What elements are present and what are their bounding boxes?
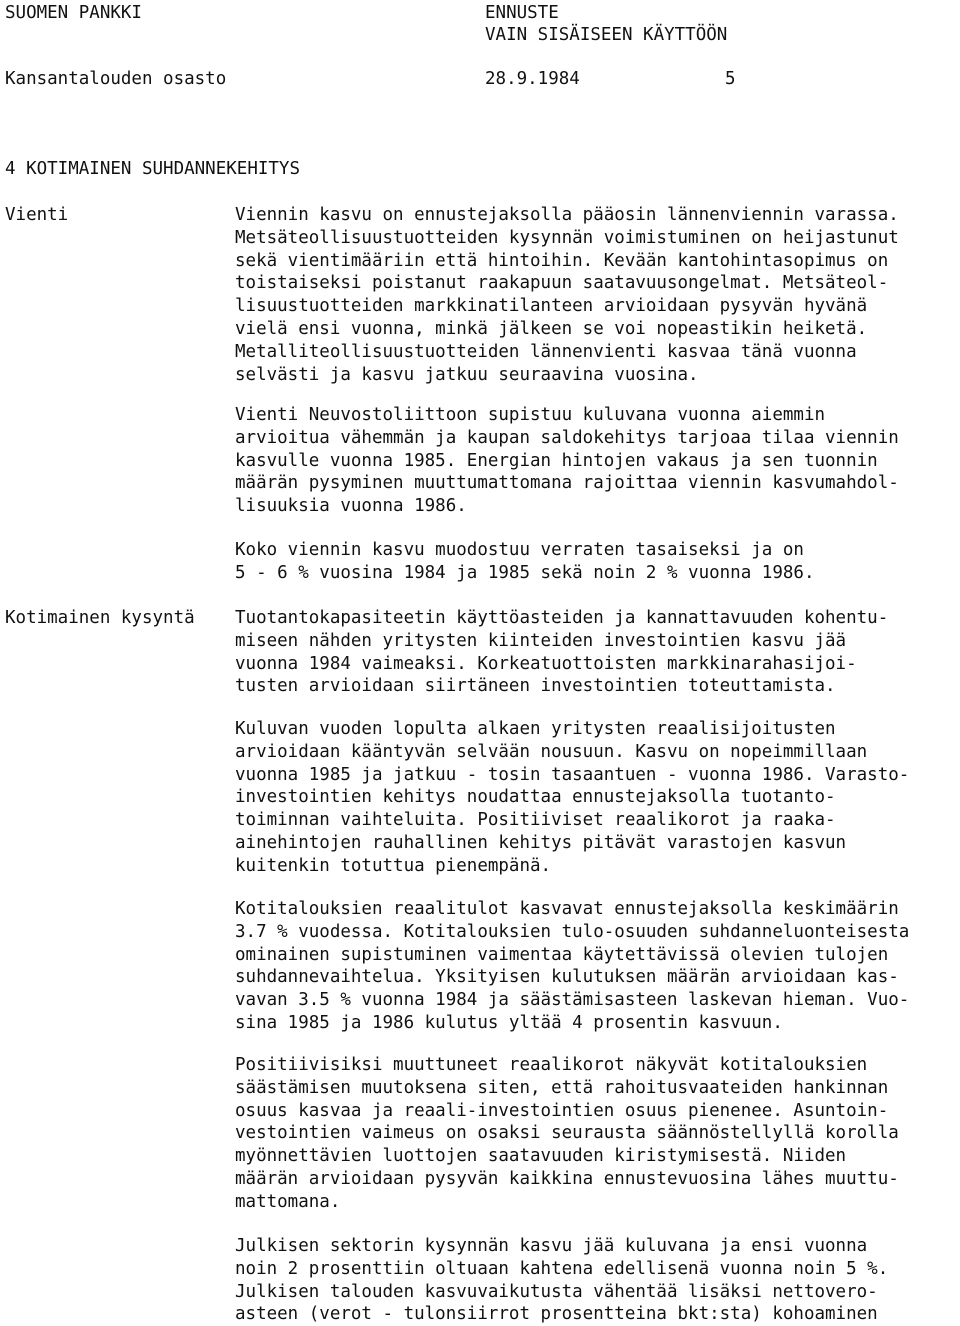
text-line: Metalliteollisuustuotteiden lännenvienti kasvaa tänä vuonna: [235, 341, 857, 362]
text-line: Kotitalouksien reaalitulot kasvavat ennustejaksolla keskimäärin: [235, 899, 899, 919]
text-line: Julkisen talouden kasvuvaikutusta vähentää lisäksi nettovero-: [235, 1281, 878, 1302]
text-line: säästämisen muutoksena siten, että rahoitusvaateiden hankinnan: [235, 1077, 889, 1098]
text-line: määrän pysyminen muuttumattomana rajoittaa viennin kasvumahdol-: [235, 473, 899, 494]
text-line: Metsäteollisuustuotteiden kysynnän voimistuminen on heijastunut: [235, 227, 899, 248]
text-line: Viennin kasvu on ennustejaksolla pääosin lännenviennin varassa.: [235, 205, 899, 225]
text-line: noin 2 prosenttiin oltuaan kahtena edellisenä vuonna noin 5 %.: [235, 1258, 889, 1279]
text-line: kasvulle vuonna 1985. Energian hintojen vakaus ja sen tuonnin: [235, 450, 878, 471]
page-number: 5: [725, 69, 736, 89]
text-line: osuus kasvaa ja reaali-investointien osuus pienenee. Asuntoin-: [235, 1100, 889, 1121]
text-line: arvioitua vähemmän ja kaupan saldokehitys tarjoaa tilaa viennin: [235, 427, 899, 448]
text-line: Julkisen sektorin kysynnän kasvu jää kuluvana ja ensi vuonna: [235, 1236, 868, 1256]
text-line: selvästi ja kasvu jatkuu seuraavina vuosina.: [235, 364, 699, 385]
text-line: asteen (verot - tulonsiirrot prosentteina bkt:sta) kohoaminen: [235, 1304, 878, 1325]
text-line: vavan 3.5 % vuonna 1984 ja säästämisasteen laskevan hieman. Vuo-: [235, 990, 910, 1011]
text-line: 3.7 % vuodessa. Kotitalouksien tulo-osuuden suhdanneluonteisesta: [235, 921, 910, 942]
text-line: suhdannevaihtelua. Yksityisen kulutuksen määrän arvioidaan kas-: [235, 967, 899, 988]
text-line: Kuluvan vuoden lopulta alkaen yritysten reaalisijoitusten: [235, 719, 836, 739]
paragraph: [235, 898, 950, 1035]
text-line: Positiivisiksi muuttuneet reaalikorot näkyvät kotitalouksien: [235, 1055, 868, 1075]
text-line: myönnettävien luottojen saatavuuden kiristymisestä. Niiden: [235, 1146, 847, 1167]
text-line: kuitenkin totuttua pienempänä.: [235, 855, 552, 876]
text-line: ominainen supistuminen vaimentaa käytettävissä olevien tulojen: [235, 944, 889, 965]
section-label-kotimainen-kysynta: Kotimainen kysyntä: [5, 608, 195, 628]
document-date: 28.9.1984: [485, 69, 580, 89]
paragraph: [235, 718, 950, 878]
text-line: 5 - 6 % vuosina 1984 ja 1985 sekä noin 2 % vuonna 1986.: [235, 562, 815, 583]
department-name: Kansantalouden osasto: [5, 69, 227, 89]
text-line: investointien kehitys noudattaa ennustejaksolla tuotanto-: [235, 787, 836, 808]
classification-line-1: ENNUSTE: [485, 3, 559, 23]
section-title: 4 KOTIMAINEN SUHDANNEKEHITYS: [5, 159, 301, 179]
text-line: tusten arvioidaan siirtäneen investointien toteuttamista.: [235, 676, 836, 697]
text-line: Koko viennin kasvu muodostuu verraten tasaiseksi ja on: [235, 540, 804, 560]
text-line: lisuustuotteiden markkinatilanteen arvioidaan pysyvän hyvänä: [235, 296, 868, 317]
text-line: Vienti Neuvostoliittoon supistuu kuluvana vuonna aiemmin: [235, 405, 826, 425]
paragraph: [235, 539, 950, 585]
text-line: vuonna 1985 ja jatkuu - tosin tasaantuen - vuonna 1986. Varasto-: [235, 764, 910, 785]
paragraph: [235, 1054, 950, 1214]
text-line: toiminnan vaihteluita. Positiiviset reaalikorot ja raaka-: [235, 810, 836, 831]
text-line: vielä ensi vuonna, minkä jälkeen se voi nopeastikin heiketä.: [235, 318, 868, 339]
text-line: vestointien vaimeus on osaksi seurausta säännöstellyllä korolla: [235, 1123, 899, 1144]
section-label-vienti: Vienti: [5, 205, 69, 225]
text-line: Tuotantokapasiteetin käyttöasteiden ja kannattavuuden kohentu-: [235, 608, 889, 628]
text-line: mattomana.: [235, 1191, 341, 1212]
text-line: arvioidaan kääntyvän selvään nousuun. Kasvu on nopeimmillaan: [235, 741, 868, 762]
text-line: vuonna 1984 vaimeaksi. Korkeatuottoisten markkinarahasijoi-: [235, 653, 857, 674]
text-line: lisuuksia vuonna 1986.: [235, 496, 467, 517]
text-line: ainehintojen rauhallinen kehitys pitävät varastojen kasvun: [235, 832, 847, 853]
text-line: sekä vientimääriin että hintoihin. Kevään kantohintasopimus on: [235, 250, 889, 271]
text-line: miseen nähden yritysten kiinteiden investointien kasvu jää: [235, 630, 847, 651]
text-line: sina 1985 ja 1986 kulutus yltää 4 prosentin kasvuun.: [235, 1012, 783, 1033]
text-line: määrän arvioidaan pysyvän kaikkina ennustevuosina lähes muuttu-: [235, 1168, 899, 1189]
paragraph: [235, 1235, 950, 1326]
paragraph: [235, 204, 950, 386]
text-line: toistaiseksi poistanut raakapuun saatavuusongelmat. Metsäteol-: [235, 273, 889, 294]
bank-name: SUOMEN PANKKI: [5, 3, 142, 23]
classification-line-2: VAIN SISÄISEEN KÄYTTÖÖN: [485, 25, 728, 45]
paragraph: [235, 404, 950, 518]
paragraph: [235, 607, 950, 698]
